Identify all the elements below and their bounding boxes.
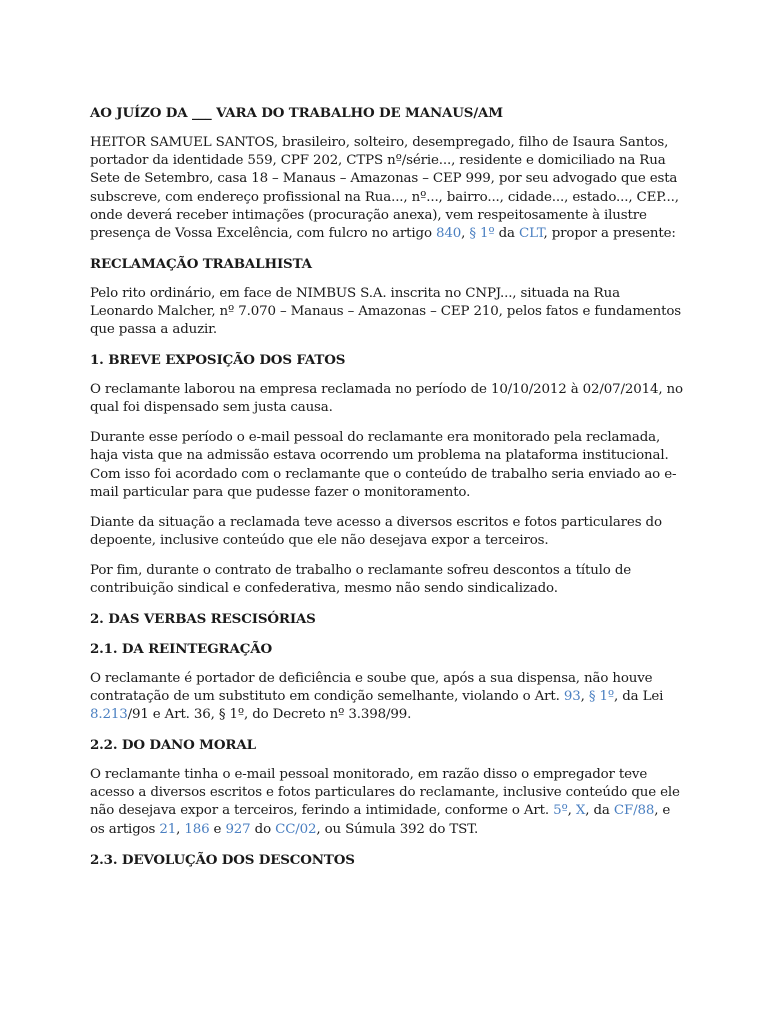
section-2-1-title: 2.1. DA REINTEGRAÇÃO	[90, 640, 272, 657]
paragraph-text: /91 e Art. 36, § 1º, do Decreto nº 3.398/99.	[127, 707, 412, 723]
link-article-840[interactable]: 840	[436, 226, 462, 242]
link-article-927[interactable]: 927	[225, 821, 251, 837]
separator-text: e	[209, 821, 226, 837]
paragraph-text: O reclamante é portador de deficiência e soube que, após a sua dispensa, não houve contratação de um substituto em condição semelhante, violando o Art.	[90, 670, 653, 704]
link-cf-88[interactable]: CF/88	[613, 803, 655, 819]
facts-paragraph-1: O reclamante laborou na empresa reclamada no período de 10/10/2012 à 02/07/2014, no qual foi dispensado sem justa causa.	[90, 382, 683, 416]
link-law-8213[interactable]: 8.213	[90, 707, 128, 723]
paragraph-text: , da Lei	[614, 688, 664, 704]
section-2-3-title: 2.3. DEVOLUÇÃO DOS DESCONTOS	[90, 851, 355, 868]
link-item-x[interactable]: X	[575, 803, 586, 819]
section-2-title: 2. DAS VERBAS RESCISÓRIAS	[90, 611, 316, 628]
link-cc-02[interactable]: CC/02	[275, 821, 317, 837]
separator-text: ,	[461, 226, 470, 242]
facts-paragraph-2: Durante esse período o e-mail pessoal do reclamante era monitorado pela reclamada, haja vista que na admissão estava ocorrendo um problema na plataforma institucional. Com isso foi acordado com o reclamante que o conteúdo de trabalho seria enviado ao e-mail particular para que pudesse fazer o monitoramento.	[90, 430, 677, 501]
facts-paragraph-3: Diante da situação a reclamada teve acesso a diversos escritos e fotos particulares do depoente, inclusive conteúdo que ele não desejava expor a terceiros.	[90, 514, 662, 549]
link-paragraph-1[interactable]: § 1º	[469, 226, 495, 242]
intro-text-end: , propor a presente:	[543, 226, 676, 242]
moral-damage-paragraph	[90, 766, 685, 839]
rito-paragraph: Pelo rito ordinário, em face de NIMBUS S.A. inscrita no CNPJ..., situada na Rua Leonardo Malcher, nº 7.070 – Manaus – Amazonas – CEP 210, pelos fatos e fundamentos que passa a aduzir.	[90, 285, 682, 338]
separator-text: , da	[585, 803, 614, 819]
paragraph-text: O reclamante tinha o e-mail pessoal monitorado, em razão disso o empregador teve acesso a diversos escritos e fotos particulares do reclamante, inclusive conteúdo que ele não desejava expor a terceiros, ferindo a intimidade, conforme o Art.	[90, 766, 680, 819]
section-1-title: 1. BREVE EXPOSIÇÃO DOS FATOS	[90, 352, 346, 369]
intro-paragraph	[90, 134, 685, 244]
link-clt[interactable]: CLT	[518, 226, 544, 242]
link-article-186[interactable]: 186	[184, 821, 210, 837]
separator-text: da	[494, 226, 519, 242]
intro-text: HEITOR SAMUEL SANTOS, brasileiro, solteiro, desempregado, filho de Isaura Santos, portador da identidade 559, CPF 202, CTPS nº/série..., residente e domiciliado na Rua Sete de Setembro, casa 18 – Manaus – Amazonas – CEP 999, por seu advogado que esta subscreve, com endereço profissional na Rua..., nº..., bairro..., cidade..., estado..., CEP..., onde deverá receber intimações (procuração anexa), vem respeitosamente à ilustre presença de Vossa Excelência, com fulcro no artigo	[90, 134, 679, 242]
document-page	[90, 104, 685, 880]
paragraph-text: , e os artigos	[90, 803, 671, 837]
link-article-93[interactable]: 93	[563, 688, 581, 704]
paragraph-text: , ou Súmula 392 do TST.	[316, 821, 479, 837]
separator-text: ,	[176, 821, 185, 837]
separator-text: ,	[580, 688, 589, 704]
action-title: RECLAMAÇÃO TRABALHISTA	[90, 256, 312, 273]
facts-paragraph-4: Por fim, durante o contrato de trabalho o reclamante sofreu descontos a título de contribuição sindical e confederativa, mesmo não sendo sindicalizado.	[90, 562, 632, 597]
court-heading: AO JUÍZO DA ___ VARA DO TRABALHO DE MANAUS/AM	[90, 105, 503, 121]
section-2-2-title: 2.2. DO DANO MORAL	[90, 737, 256, 754]
separator-text: ,	[567, 803, 576, 819]
link-article-21[interactable]: 21	[159, 821, 177, 837]
reintegration-paragraph	[90, 670, 685, 725]
link-paragraph-1[interactable]: § 1º	[588, 688, 614, 704]
link-article-5[interactable]: 5º	[553, 803, 568, 819]
separator-text: do	[250, 821, 276, 837]
